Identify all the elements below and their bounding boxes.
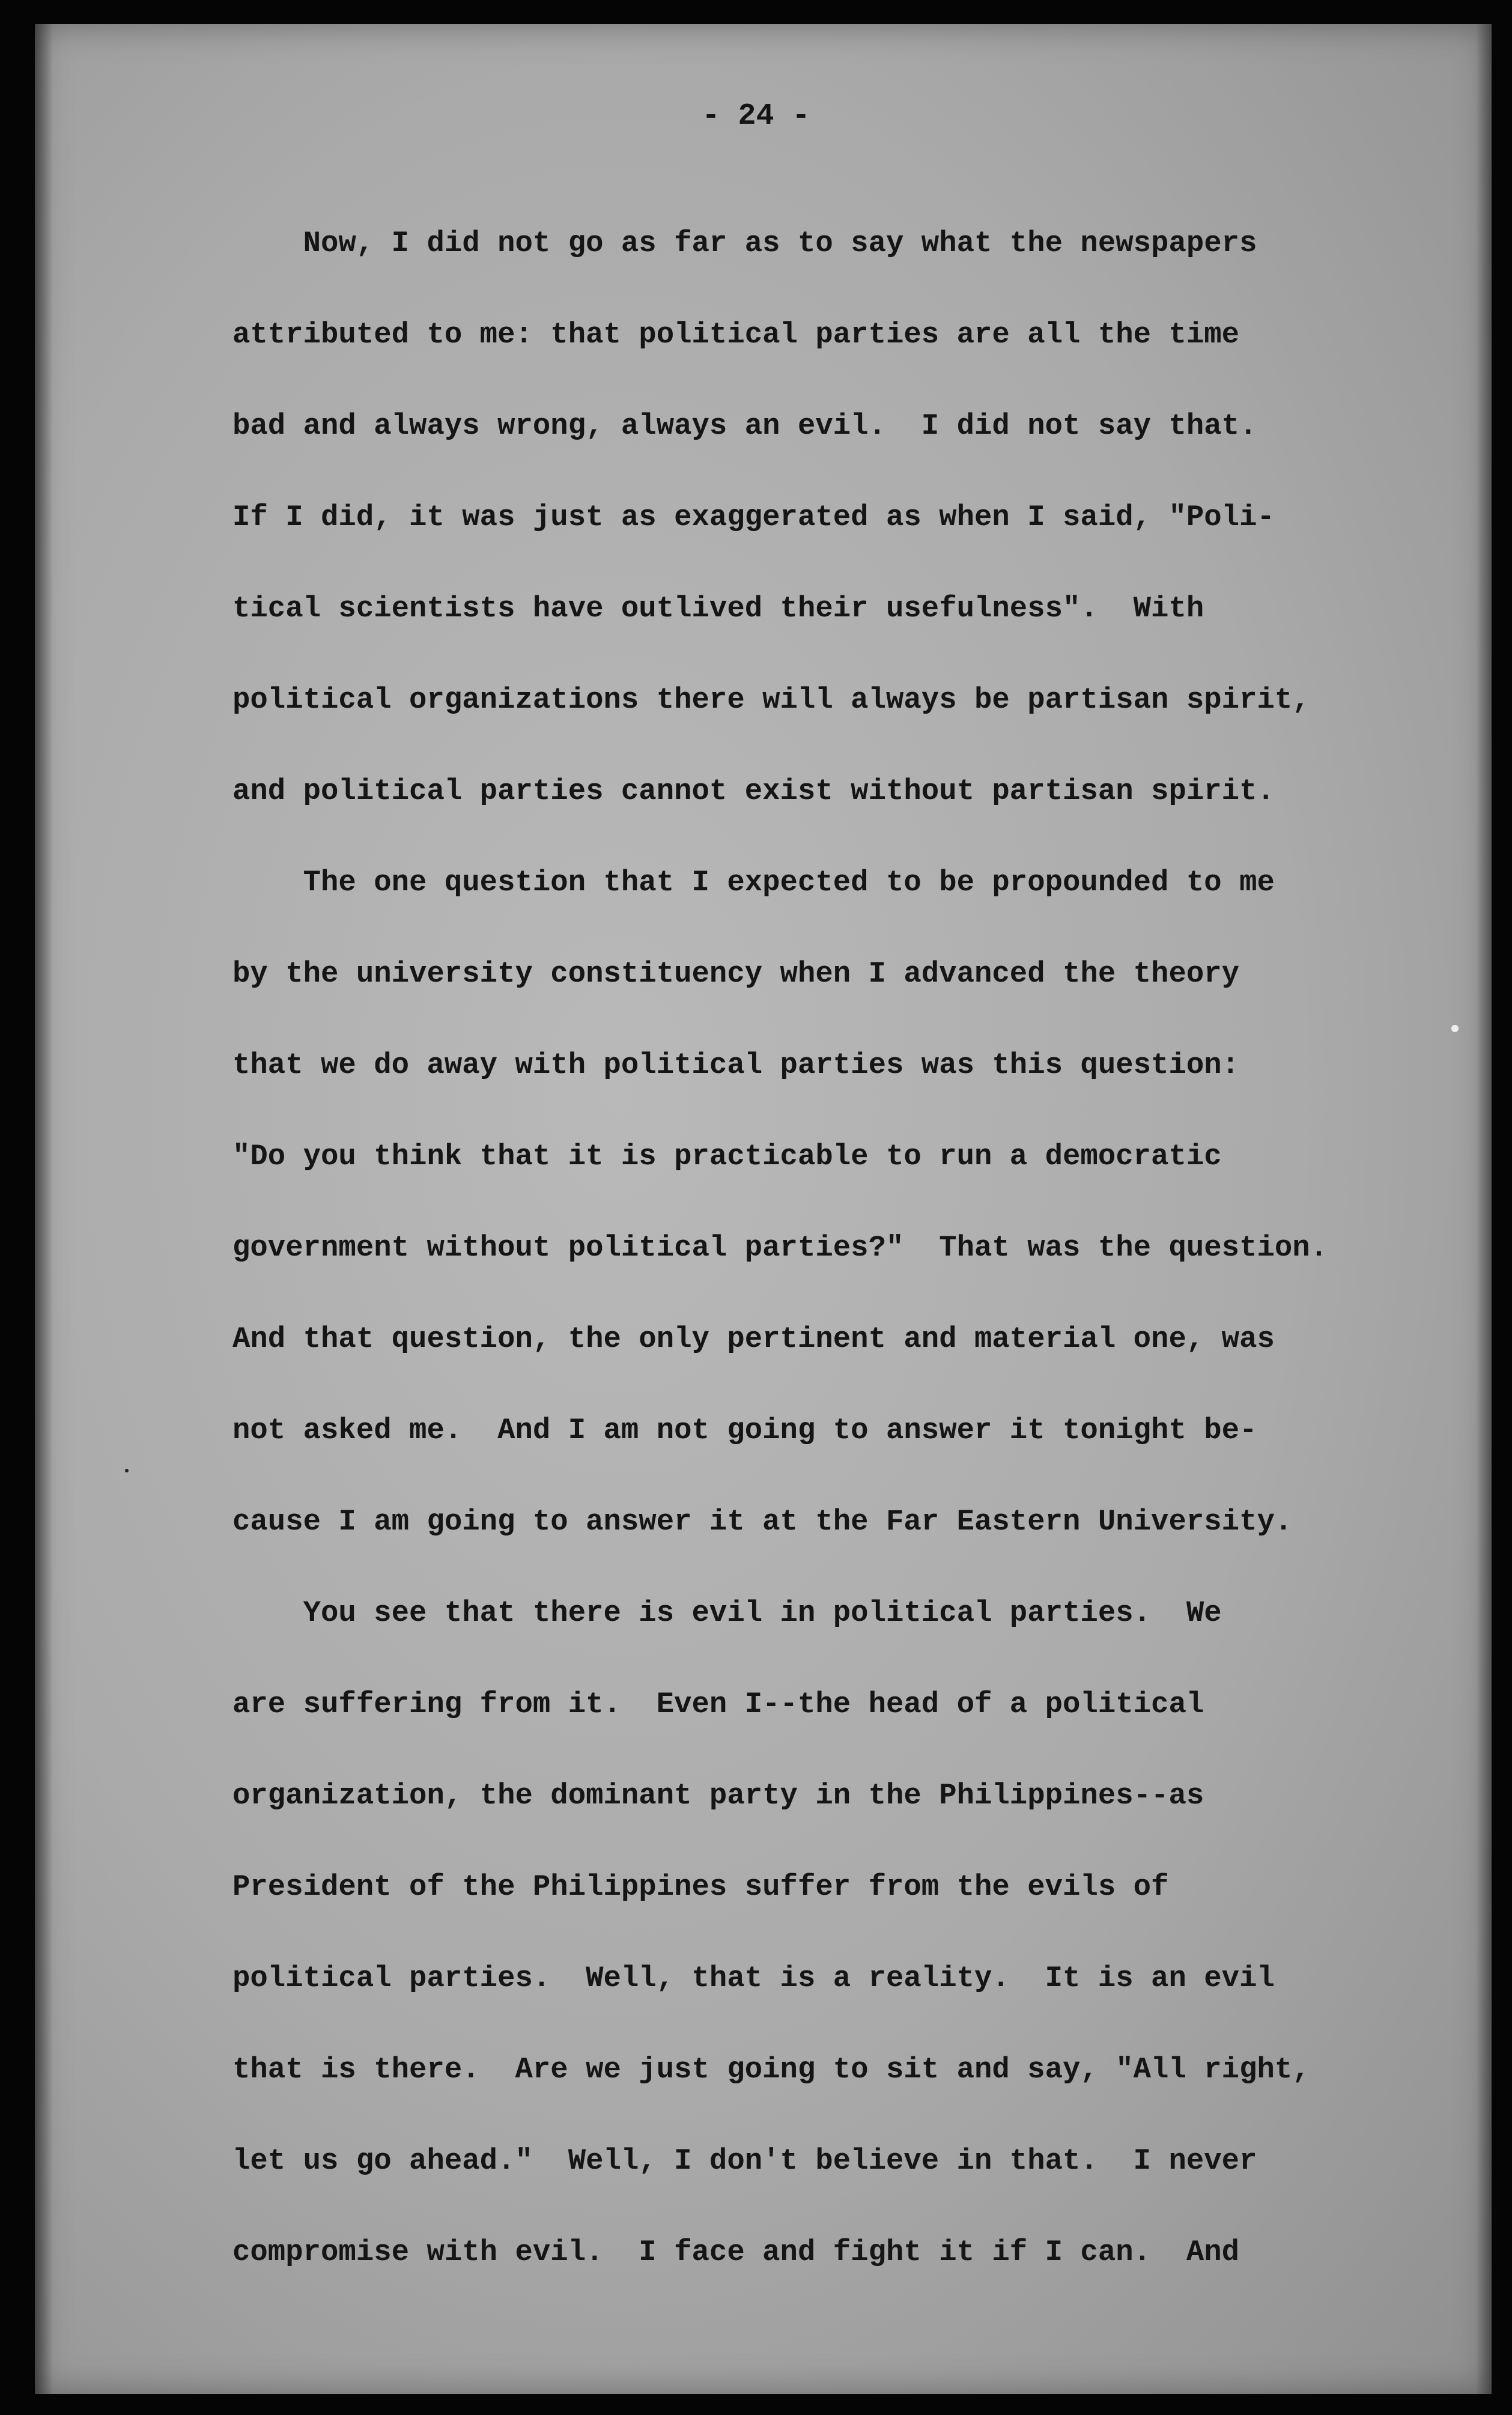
text-line: bad and always wrong, always an evil. I did not say that. <box>232 409 1257 443</box>
text-line: "Do you think that it is practicable to run a democratic <box>232 1140 1222 1173</box>
text-line: not asked me. And I am not going to answer it tonight be- <box>232 1414 1257 1447</box>
text-line: You see that there is evil in political parties. We <box>232 1596 1222 1630</box>
dust-speck <box>1451 1025 1459 1032</box>
text-line: political organizations there will always be partisan spirit, <box>232 683 1310 717</box>
dust-speck <box>125 1469 129 1472</box>
text-line: tical scientists have outlived their usefulness". With <box>232 592 1204 625</box>
body-text <box>232 209 1410 2309</box>
text-line: that is there. Are we just going to sit and say, "All right, <box>232 2053 1310 2086</box>
text-line: The one question that I expected to be propounded to me <box>232 866 1275 899</box>
text-line: Now, I did not go as far as to say what the newspapers <box>232 226 1257 260</box>
text-line: If I did, it was just as exaggerated as when I said, "Poli- <box>232 500 1275 534</box>
text-line: President of the Philippines suffer from the evils of <box>232 1870 1169 1904</box>
text-line: government without political parties?" That was the question. <box>232 1231 1328 1265</box>
page-number: - 24 - <box>702 99 810 133</box>
text-line: cause I am going to answer it at the Far Eastern University. <box>232 1505 1293 1539</box>
text-line: attributed to me: that political parties are all the time <box>232 318 1240 351</box>
text-line: let us go ahead." Well, I don't believe in that. I never <box>232 2144 1257 2178</box>
text-line: organization, the dominant party in the Philippines--as <box>232 1779 1204 1812</box>
text-line: political parties. Well, that is a reality. It is an evil <box>232 1961 1275 1995</box>
text-line: by the university constituency when I advanced the theory <box>232 957 1240 991</box>
text-line: And that question, the only pertinent and material one, was <box>232 1322 1275 1356</box>
page-shadow-right <box>1476 24 1492 2394</box>
text-line: are suffering from it. Even I--the head of a political <box>232 1687 1204 1721</box>
text-line: and political parties cannot exist without partisan spirit. <box>232 774 1275 808</box>
page-shadow-left <box>35 24 53 2394</box>
text-line: that we do away with political parties was this question: <box>232 1048 1240 1082</box>
text-line: compromise with evil. I face and fight it if I can. And <box>232 2235 1240 2269</box>
